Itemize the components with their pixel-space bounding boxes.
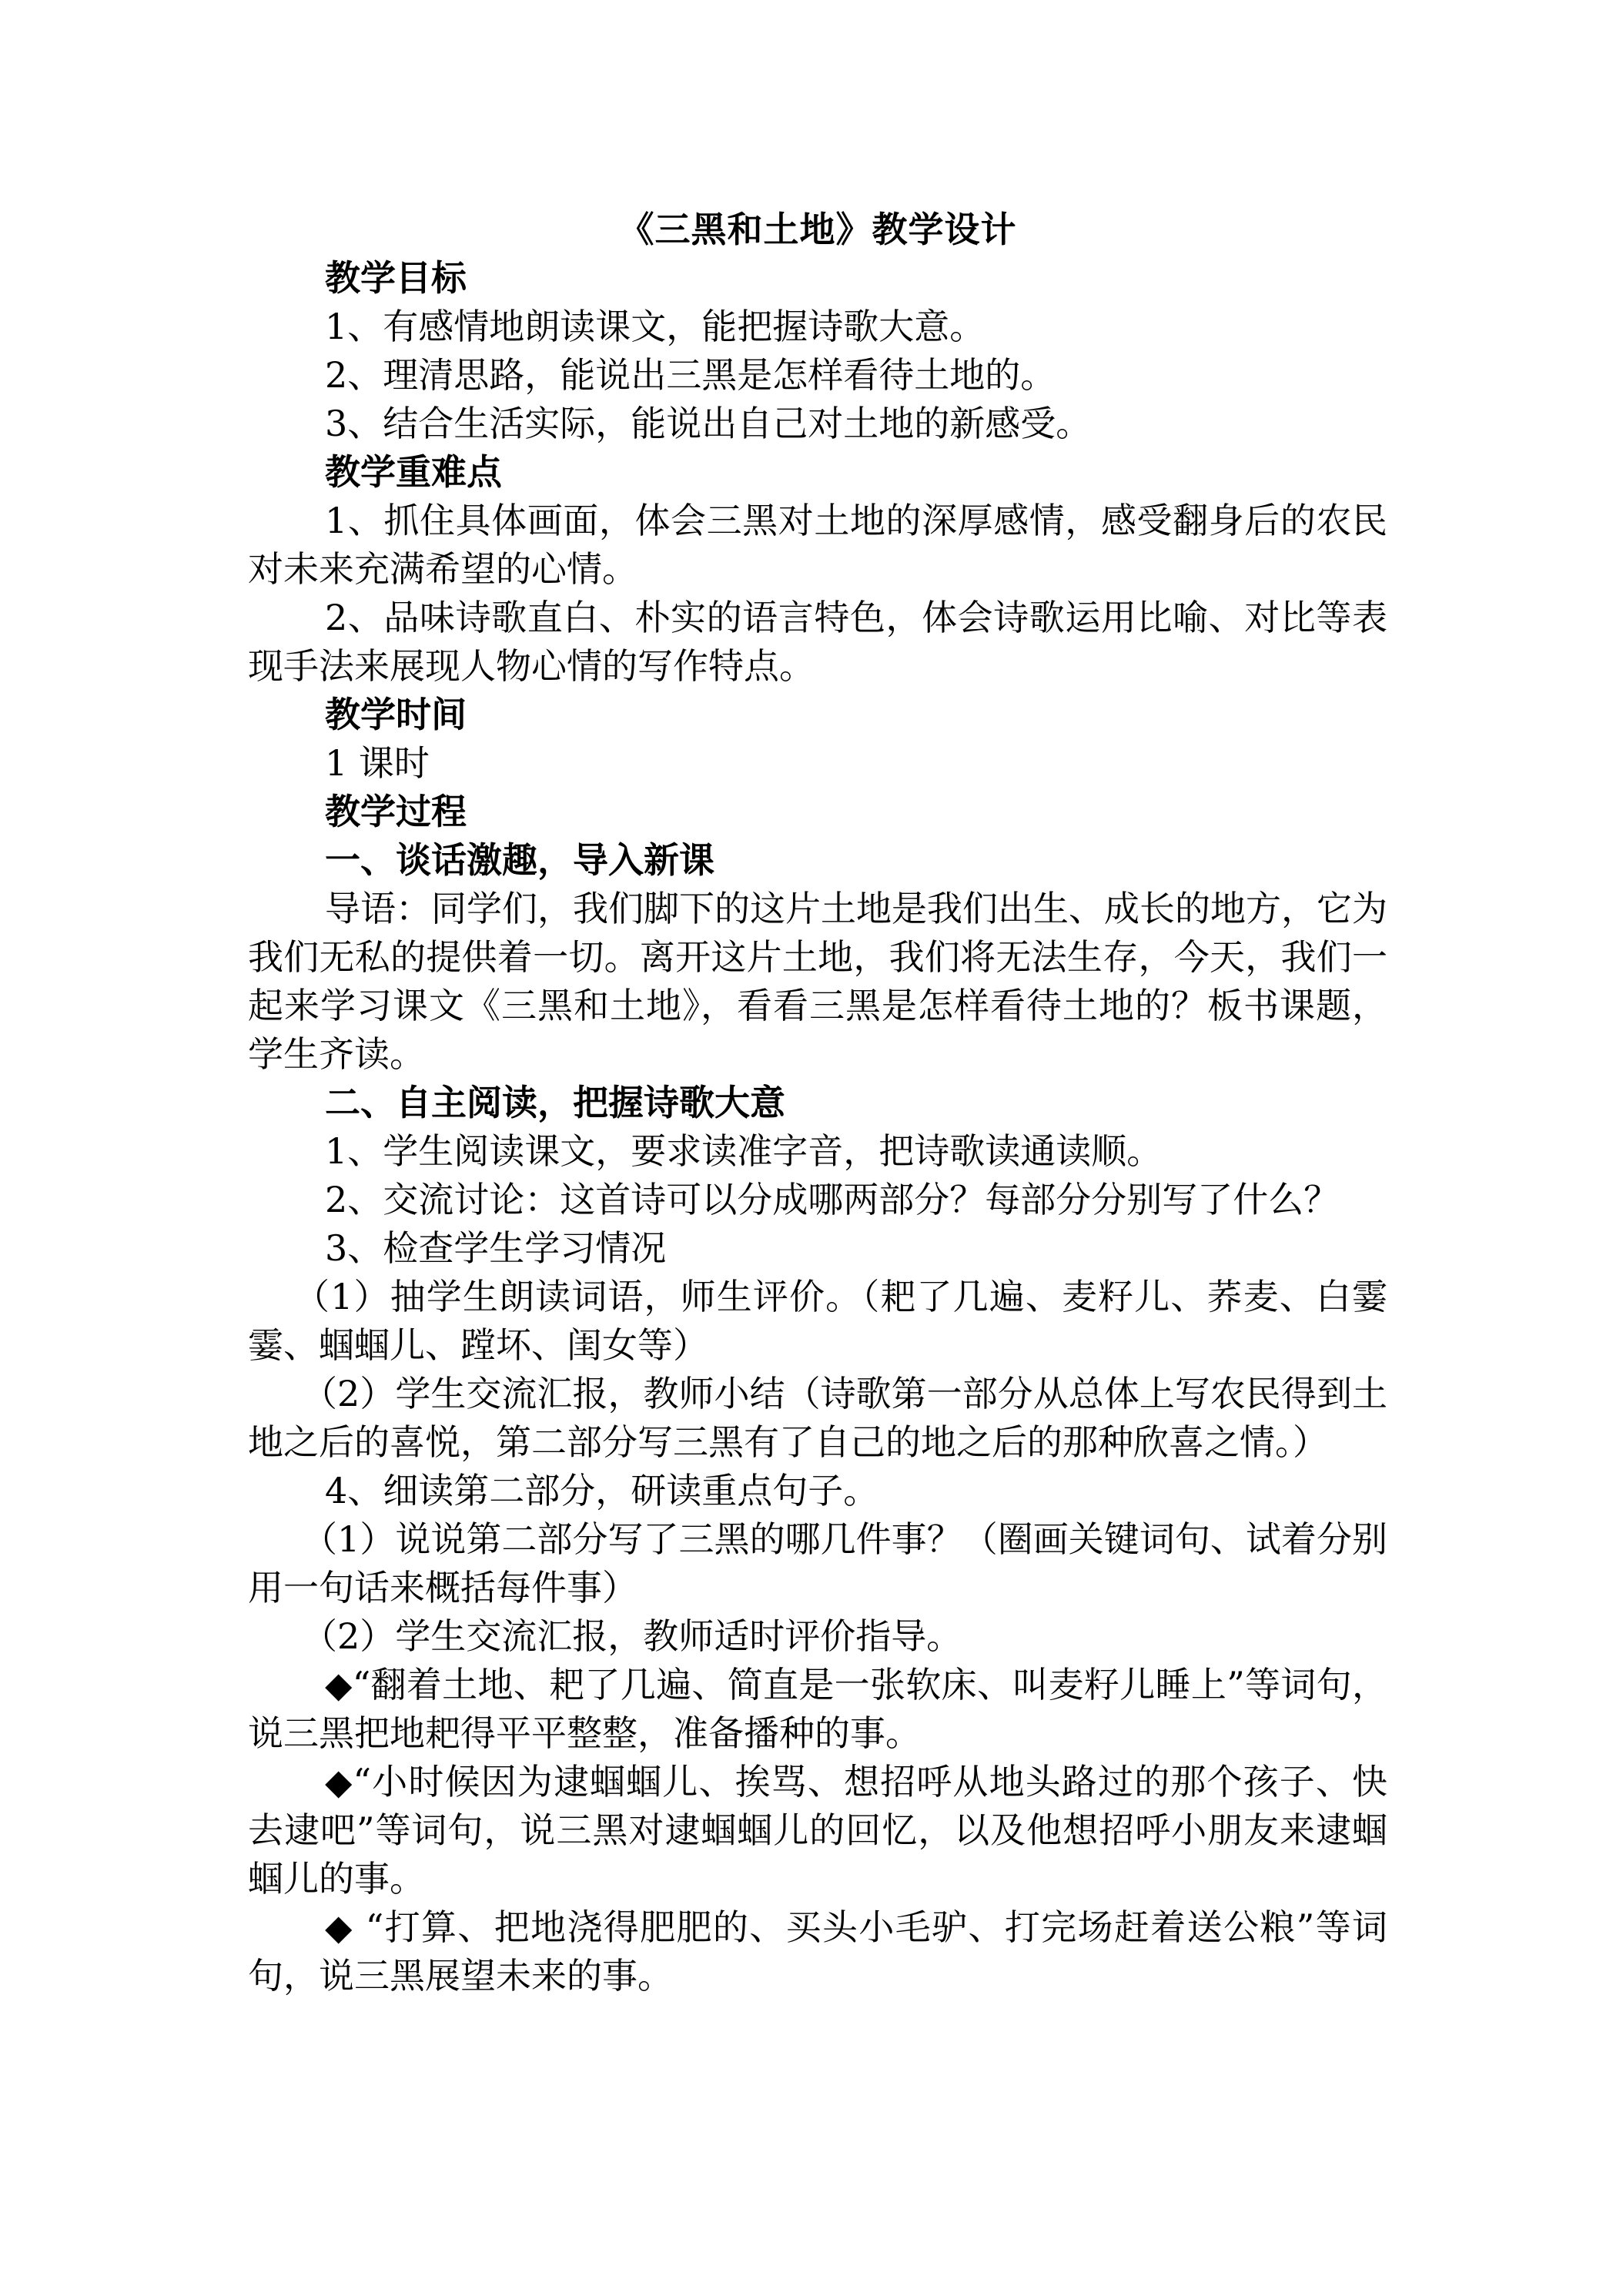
bullet-item: ◆“翻着土地、耙了几遍、简直是一张软床、叫麦籽儿睡上”等词句，说三黑把地耙得平平整整，准备播种的事。 — [248, 1664, 1387, 1754]
bullet-item: ◆ “打算、把地浇得肥肥的、买头小毛驴、打完场赶着送公粮”等词句，说三黑展望未来的事。 — [248, 1906, 1387, 1996]
time-heading: 教学时间 — [325, 694, 467, 735]
part2-item: 1、学生阅读课文，要求读准字音，把诗歌读通读顺。 — [325, 1130, 1163, 1172]
document-title: 《三黑和土地》教学设计 — [618, 209, 1017, 250]
part2-item: 2、交流讨论：这首诗可以分成哪两部分？每部分分别写了什么？ — [325, 1179, 1340, 1220]
part2-item: 3、检查学生学习情况 — [325, 1227, 667, 1269]
key-point-item: 1、抓住具体画面，体会三黑对土地的深厚感情，感受翻身后的农民对未来充满希望的心情。 — [248, 500, 1387, 590]
objective-item: 1、有感情地朗读课文，能把握诗歌大意。 — [325, 306, 986, 347]
bullet-item: ◆“小时候因为逮蝈蝈儿、挨骂、想招呼从地头路过的那个孩子、快去逮吧”等词句，说三黑对逮蝈蝈儿的回忆，以及他想招呼小朋友来逮蝈蝈儿的事。 — [248, 1761, 1387, 1899]
part1-heading: 一、谈话激趣，导入新课 — [325, 839, 714, 881]
part1-text: 导语：同学们，我们脚下的这片土地是我们出生、成长的地方，它为我们无私的提供着一切。离开这片土地，我们将无法生存，今天，我们一起来学习课文《三黑和土地》，看看三黑是怎样看待土地的？板书课题，学生齐读。 — [248, 888, 1387, 1075]
objective-item: 2、理清思路，能说出三黑是怎样看待土地的。 — [325, 354, 1056, 396]
check-item: （1）抽学生朗读词语，师生评价。（耙了几遍、麦籽儿、荞麦、白霎霎、蝈蝈儿、蹚坏、闺女等） — [248, 1276, 1387, 1366]
objectives-heading: 教学目标 — [325, 257, 467, 299]
document-page — [248, 205, 1387, 2000]
objective-item: 3、结合生活实际，能说出自己对土地的新感受。 — [325, 403, 1092, 444]
item4: 4、细读第二部分，研读重点句子。 — [325, 1470, 879, 1511]
check-item: （2）学生交流汇报，教师小结（诗歌第一部分从总体上写农民得到土地之后的喜悦，第二部分写三黑有了自己的地之后的那种欣喜之情。） — [248, 1373, 1387, 1463]
part2-heading: 二、自主阅读，把握诗歌大意 — [325, 1082, 785, 1123]
process-heading: 教学过程 — [325, 791, 467, 832]
item4-sub: （2）学生交流汇报，教师适时评价指导。 — [302, 1615, 962, 1657]
key-point-item: 2、品味诗歌直白、朴实的语言特色，体会诗歌运用比喻、对比等表现手法来展现人物心情的写作特点。 — [248, 597, 1387, 687]
time-value: 1 课时 — [325, 742, 430, 784]
item4-sub: （1）说说第二部分写了三黑的哪几件事？（圈画关键词句、试着分别用一句话来概括每件事） — [248, 1518, 1387, 1608]
key-points-heading: 教学重难点 — [325, 451, 502, 493]
